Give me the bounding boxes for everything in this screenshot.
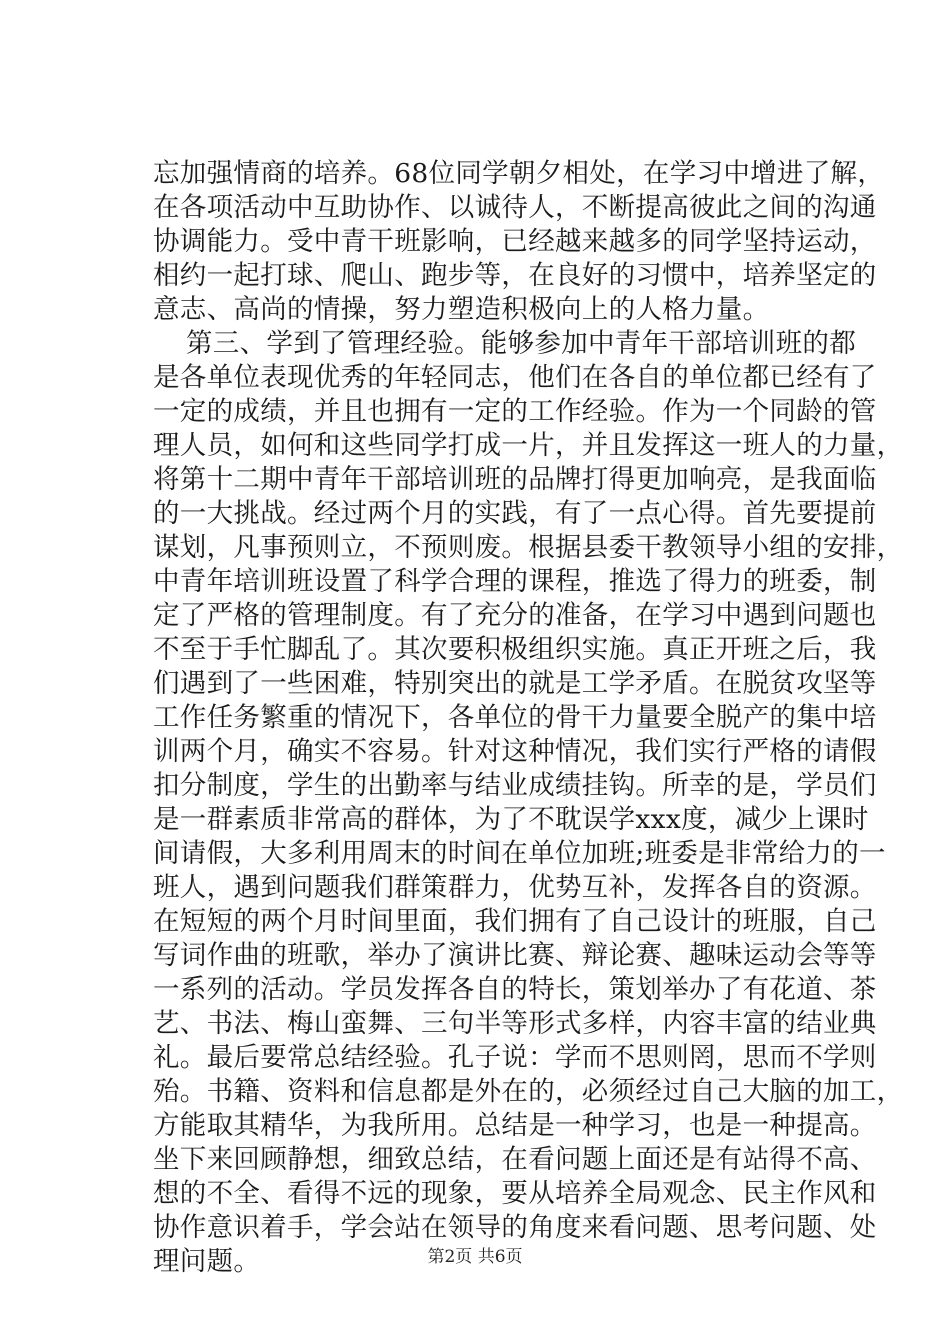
paragraph-start-line: 第三、学到了管理经验。能够参加中青年干部培训班的都 [186, 328, 856, 359]
text-line: 中青年培训班设置了科学合理的课程，推选了得力的班委，制 [153, 566, 877, 597]
text-line: 艺、书法、梅山蛮舞、三句半等形式多样，内容丰富的结业典 [153, 1008, 877, 1039]
text-line: 相约一起打球、爬山、跑步等，在良好的习惯中，培养坚定的 [153, 260, 877, 291]
text-line: 班人，遇到问题我们群策群力，优势互补，发挥各自的资源。 [153, 872, 877, 903]
text-line: 的一大挑战。经过两个月的实践，有了一点心得。首先要提前 [153, 498, 877, 529]
text-line: 训两个月，确实不容易。针对这种情况，我们实行严格的请假 [153, 736, 877, 767]
text-line: 扣分制度，学生的出勤率与结业成绩挂钩。所幸的是，学员们 [153, 770, 877, 801]
page-number-footer: 第2页 共6页 [427, 1247, 523, 1267]
text-line: 定了严格的管理制度。有了充分的准备，在学习中遇到问题也 [153, 600, 877, 631]
text-line: 一定的成绩，并且也拥有一定的工作经验。作为一个同龄的管 [153, 396, 877, 427]
text-line: 在短短的两个月时间里面，我们拥有了自己设计的班服，自己 [153, 906, 877, 937]
text-line: 意志、高尚的情操，努力塑造积极向上的人格力量。 [153, 294, 770, 325]
text-line: 间请假，大多利用周末的时间在单位加班;班委是非常给力的一 [153, 838, 886, 869]
text-line: 不至于手忙脚乱了。其次要积极组织实施。真正开班之后，我 [153, 634, 877, 665]
text-line: 将第十二期中青年干部培训班的品牌打得更加响亮，是我面临 [153, 464, 877, 495]
text-line: 想的不全、看得不远的现象，要从培养全局观念、民主作风和 [153, 1178, 877, 1209]
text-line: 殆。书籍、资料和信息都是外在的，必须经过自己大脑的加工， [153, 1076, 904, 1107]
text-line: 谋划，凡事预则立，不预则废。根据县委干教领导小组的安排， [153, 532, 904, 563]
text-line: 理人员，如何和这些同学打成一片，并且发挥这一班人的力量， [153, 430, 904, 461]
text-line: 忘加强情商的培养。68位同学朝夕相处，在学习中增进了解， [153, 158, 885, 189]
text-line: 是一群素质非常高的群体，为了不耽误学xxx度，减少上课时 [153, 804, 869, 835]
text-line: 写词作曲的班歌，举办了演讲比赛、辩论赛、趣味运动会等等 [153, 940, 877, 971]
text-line: 协调能力。受中青干班影响，已经越来越多的同学坚持运动， [153, 226, 877, 257]
body-text [153, 157, 904, 1279]
text-line: 礼。最后要常总结经验。孔子说：学而不思则罔，思而不学则 [153, 1042, 877, 1073]
text-line: 工作任务繁重的情况下，各单位的骨干力量要全脱产的集中培 [153, 702, 877, 733]
text-line: 一系列的活动。学员发挥各自的特长，策划举办了有花道、茶 [153, 974, 877, 1005]
text-line: 在各项活动中互助协作、以诚待人，不断提高彼此之间的沟通 [153, 192, 877, 223]
text-line: 们遇到了一些困难，特别突出的就是工学矛盾。在脱贫攻坚等 [153, 668, 877, 699]
text-line: 坐下来回顾静想，细致总结，在看问题上面还是有站得不高、 [153, 1144, 877, 1175]
text-line: 方能取其精华，为我所用。总结是一种学习，也是一种提高。 [153, 1110, 877, 1141]
text-line: 协作意识着手，学会站在领导的角度来看问题、思考问题、处 [153, 1212, 877, 1243]
text-line: 是各单位表现优秀的年轻同志，他们在各自的单位都已经有了 [153, 362, 877, 393]
text-line: 理问题。 [153, 1246, 261, 1277]
